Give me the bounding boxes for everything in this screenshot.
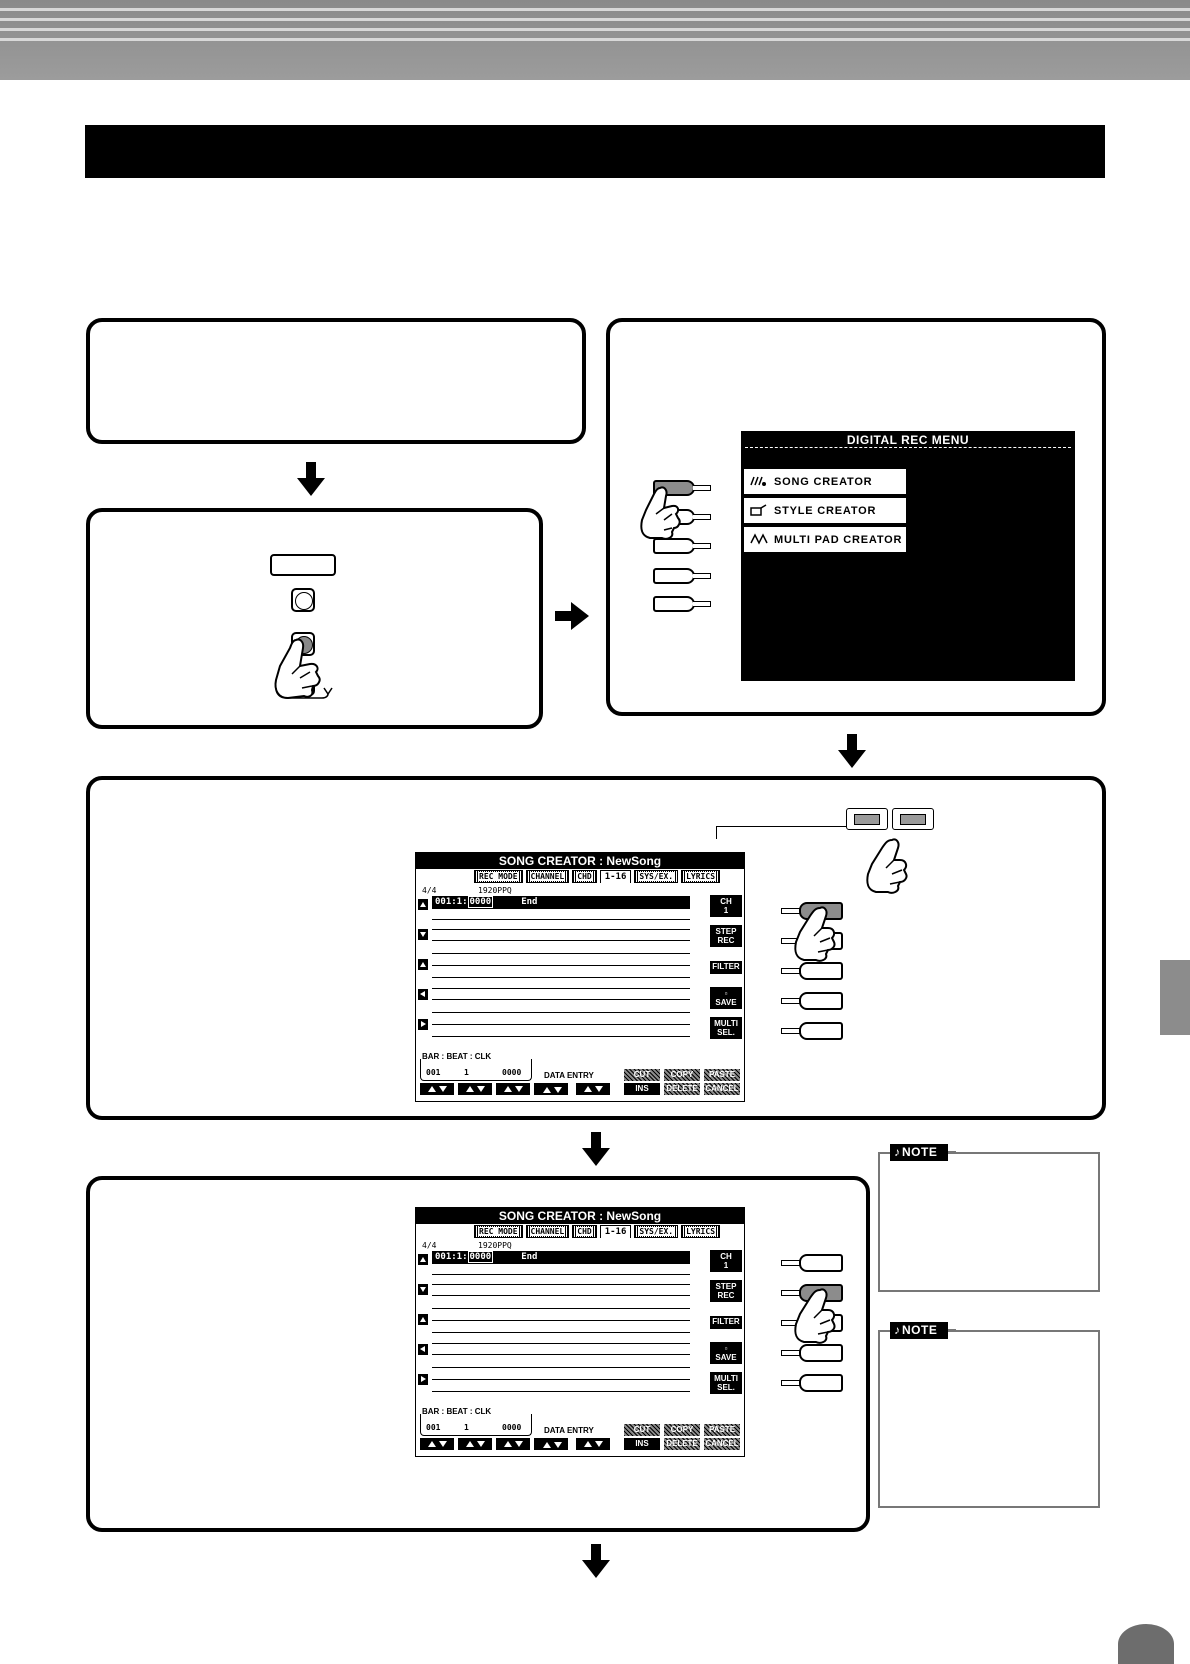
- note-label: NOTE: [902, 1323, 938, 1337]
- song-meta: [422, 1241, 512, 1250]
- cursor-right-icon[interactable]: [418, 1019, 428, 1030]
- clk-value: 0000: [502, 1068, 522, 1077]
- arrow-down-2: [838, 734, 866, 770]
- digital-recording-button[interactable]: [270, 554, 336, 576]
- tab-1-16[interactable]: 1-16: [600, 870, 632, 883]
- event-list-row-selected[interactable]: 001:1: 0000 End: [432, 896, 690, 909]
- note-badge: [890, 1322, 948, 1339]
- arrow-down-3: [582, 1132, 610, 1168]
- ch-button[interactable]: CH 1: [710, 1250, 742, 1272]
- tab-channel[interactable]: CHANNEL: [526, 1225, 570, 1238]
- cursor-right-icon[interactable]: [418, 1374, 428, 1385]
- tab-lyrics[interactable]: LYRICS: [681, 870, 720, 883]
- song-creator-tabs: [474, 1225, 720, 1239]
- tab-buttons: [846, 808, 938, 832]
- pointing-hand-icon: [266, 636, 356, 706]
- digital-rec-menu-title: DIGITAL REC MENU: [846, 433, 970, 447]
- page-up-icon[interactable]: [418, 959, 428, 970]
- note-box-1: [878, 1145, 1100, 1292]
- lcd-button-f[interactable]: [781, 1254, 843, 1272]
- cancel-button[interactable]: CANCEL: [705, 1084, 739, 1093]
- note-icon: ♪: [894, 1323, 900, 1337]
- tab-rec-mode[interactable]: REC MODE: [474, 1225, 523, 1238]
- bar-beat-clk-label: BAR : BEAT : CLK: [422, 1407, 492, 1416]
- bar-beat-clk-values: [426, 1068, 540, 1077]
- song-creator-title: SONG CREATOR : NewSong: [416, 853, 744, 869]
- song-creator-screen: [415, 852, 745, 1102]
- data-entry-up-down-button-2[interactable]: [576, 1083, 610, 1095]
- song-creator-screen: [415, 1207, 745, 1457]
- menu-item-label: STYLE CREATOR: [774, 504, 877, 517]
- menu-item-style-creator[interactable]: [743, 497, 907, 524]
- copy-button[interactable]: COPY: [664, 1069, 700, 1081]
- arrow-right-1: [555, 602, 591, 630]
- ins-button[interactable]: INS: [624, 1083, 660, 1095]
- tab-left-button[interactable]: [846, 808, 888, 830]
- event-list[interactable]: [432, 909, 690, 1047]
- ppq-value: 1920PPQ: [478, 886, 512, 895]
- bar-beat-clk-label: BAR : BEAT : CLK: [422, 1052, 492, 1061]
- top-banner: [0, 0, 1190, 80]
- ch-button[interactable]: CH 1: [710, 895, 742, 917]
- cut-button[interactable]: CUT: [624, 1069, 660, 1081]
- scroll-down-icon[interactable]: [418, 929, 428, 940]
- multi-sel-button[interactable]: MULTI SEL.: [710, 1017, 742, 1039]
- data-entry-label: DATA ENTRY: [544, 1071, 594, 1080]
- song-creator-title: SONG CREATOR : NewSong: [416, 1208, 744, 1224]
- lcd-button-i[interactable]: [781, 1344, 843, 1362]
- lcd-button-j[interactable]: [781, 1022, 843, 1040]
- data-entry-up-down-button[interactable]: [534, 1438, 568, 1450]
- note-label: NOTE: [902, 1145, 938, 1159]
- digital-rec-menu-screen: [741, 431, 1075, 681]
- tab-channel[interactable]: CHANNEL: [526, 870, 570, 883]
- menu-item-song-creator[interactable]: [743, 468, 907, 495]
- tab-right-button[interactable]: [892, 808, 934, 830]
- event-list[interactable]: [432, 1264, 690, 1402]
- scroll-up-icon[interactable]: [418, 1254, 428, 1265]
- bar-up-down-button[interactable]: [420, 1438, 454, 1450]
- tab-rec-mode[interactable]: REC MODE: [474, 870, 523, 883]
- paste-button[interactable]: PASTE: [704, 1424, 740, 1436]
- pointing-hand-icon: [636, 484, 692, 544]
- ppq-value: 1920PPQ: [478, 1241, 512, 1250]
- page-up-icon[interactable]: [418, 1314, 428, 1325]
- scroll-down-icon[interactable]: [418, 1284, 428, 1295]
- time-signature: 4/4: [422, 1241, 437, 1250]
- delete-button[interactable]: DELETE: [664, 1083, 700, 1095]
- tab-chd[interactable]: CHD: [572, 870, 596, 883]
- data-entry-up-down-button[interactable]: [534, 1083, 568, 1095]
- step-rec-button[interactable]: STEP REC: [710, 1280, 742, 1302]
- chapter-side-tab: [1160, 960, 1190, 1035]
- section-title-bar: [85, 125, 1105, 178]
- record-lamp-button[interactable]: [291, 588, 315, 612]
- lcd-button-j[interactable]: [781, 1374, 843, 1392]
- cursor-left-icon[interactable]: [418, 1344, 428, 1355]
- data-entry-up-down-button-2[interactable]: [576, 1438, 610, 1450]
- tab-sys-ex[interactable]: SYS/EX.: [634, 1225, 678, 1238]
- copy-button[interactable]: COPY: [664, 1424, 700, 1436]
- tab-lyrics[interactable]: LYRICS: [681, 1225, 720, 1238]
- menu-item-multi-pad-creator[interactable]: [743, 526, 907, 553]
- arrow-down-1: [297, 462, 325, 498]
- time-signature: 4/4: [422, 886, 437, 895]
- note-icon: ♪: [894, 1145, 900, 1159]
- beat-up-down-button[interactable]: [458, 1438, 492, 1450]
- paste-button[interactable]: PASTE: [704, 1069, 740, 1081]
- note-badge: [890, 1144, 948, 1161]
- beat-up-down-button[interactable]: [458, 1083, 492, 1095]
- song-meta: [422, 886, 512, 895]
- data-entry-label: DATA ENTRY: [544, 1426, 594, 1435]
- step-4-panel: [86, 776, 1106, 1120]
- bar-up-down-button[interactable]: [420, 1083, 454, 1095]
- save-button[interactable]: ▫ SAVE: [710, 987, 742, 1009]
- filter-button[interactable]: FILTER: [710, 1316, 742, 1329]
- bar-value: 001: [426, 1423, 441, 1432]
- pointing-hand-icon: [786, 904, 842, 964]
- cancel-button[interactable]: CANCEL: [705, 1439, 739, 1448]
- multi-pad-creator-icon: [750, 533, 768, 545]
- lcd-button-i[interactable]: [781, 992, 843, 1010]
- lcd-button-h[interactable]: [781, 962, 843, 980]
- filter-button[interactable]: FILTER: [710, 961, 742, 974]
- menu-item-label: MULTI PAD CREATOR: [774, 533, 903, 546]
- clk-up-down-button[interactable]: [496, 1083, 530, 1095]
- event-list-row-selected[interactable]: 001:1: 0000 End: [432, 1251, 690, 1264]
- cut-button[interactable]: CUT: [624, 1424, 660, 1436]
- tab-chd[interactable]: CHD: [572, 1225, 596, 1238]
- clk-up-down-button[interactable]: [496, 1438, 530, 1450]
- bar-value: 001: [426, 1068, 441, 1077]
- beat-value: 1: [464, 1423, 469, 1432]
- cursor-left-icon[interactable]: [418, 989, 428, 1000]
- lcd-button-e[interactable]: [653, 596, 713, 612]
- song-creator-tabs: [474, 870, 720, 884]
- step-5-panel: [86, 1176, 870, 1532]
- step-2-panel: [86, 508, 543, 729]
- arrow-down-4: [582, 1544, 610, 1580]
- bar-beat-clk-values: [426, 1423, 540, 1432]
- note-box-2: [878, 1323, 1100, 1508]
- clk-value: 0000: [502, 1423, 522, 1432]
- scroll-up-icon[interactable]: [418, 899, 428, 910]
- song-creator-icon: [750, 475, 768, 487]
- step-1-panel: [86, 318, 586, 444]
- menu-item-label: SONG CREATOR: [774, 475, 873, 488]
- step-rec-button[interactable]: STEP REC: [710, 925, 742, 947]
- save-button[interactable]: ▫ SAVE: [710, 1342, 742, 1364]
- multi-sel-button[interactable]: MULTI SEL.: [710, 1372, 742, 1394]
- pointing-hand-icon: [860, 836, 916, 896]
- page-number-badge: [1118, 1624, 1174, 1664]
- delete-button[interactable]: DELETE: [664, 1438, 700, 1450]
- style-creator-icon: [750, 504, 768, 516]
- step-3-panel: [606, 318, 1106, 716]
- ins-button[interactable]: INS: [624, 1438, 660, 1450]
- lcd-button-d[interactable]: [653, 568, 713, 584]
- pointing-hand-icon: [786, 1286, 842, 1346]
- tab-sys-ex[interactable]: SYS/EX.: [634, 870, 678, 883]
- beat-value: 1: [464, 1068, 469, 1077]
- tab-1-16[interactable]: 1-16: [600, 1225, 632, 1238]
